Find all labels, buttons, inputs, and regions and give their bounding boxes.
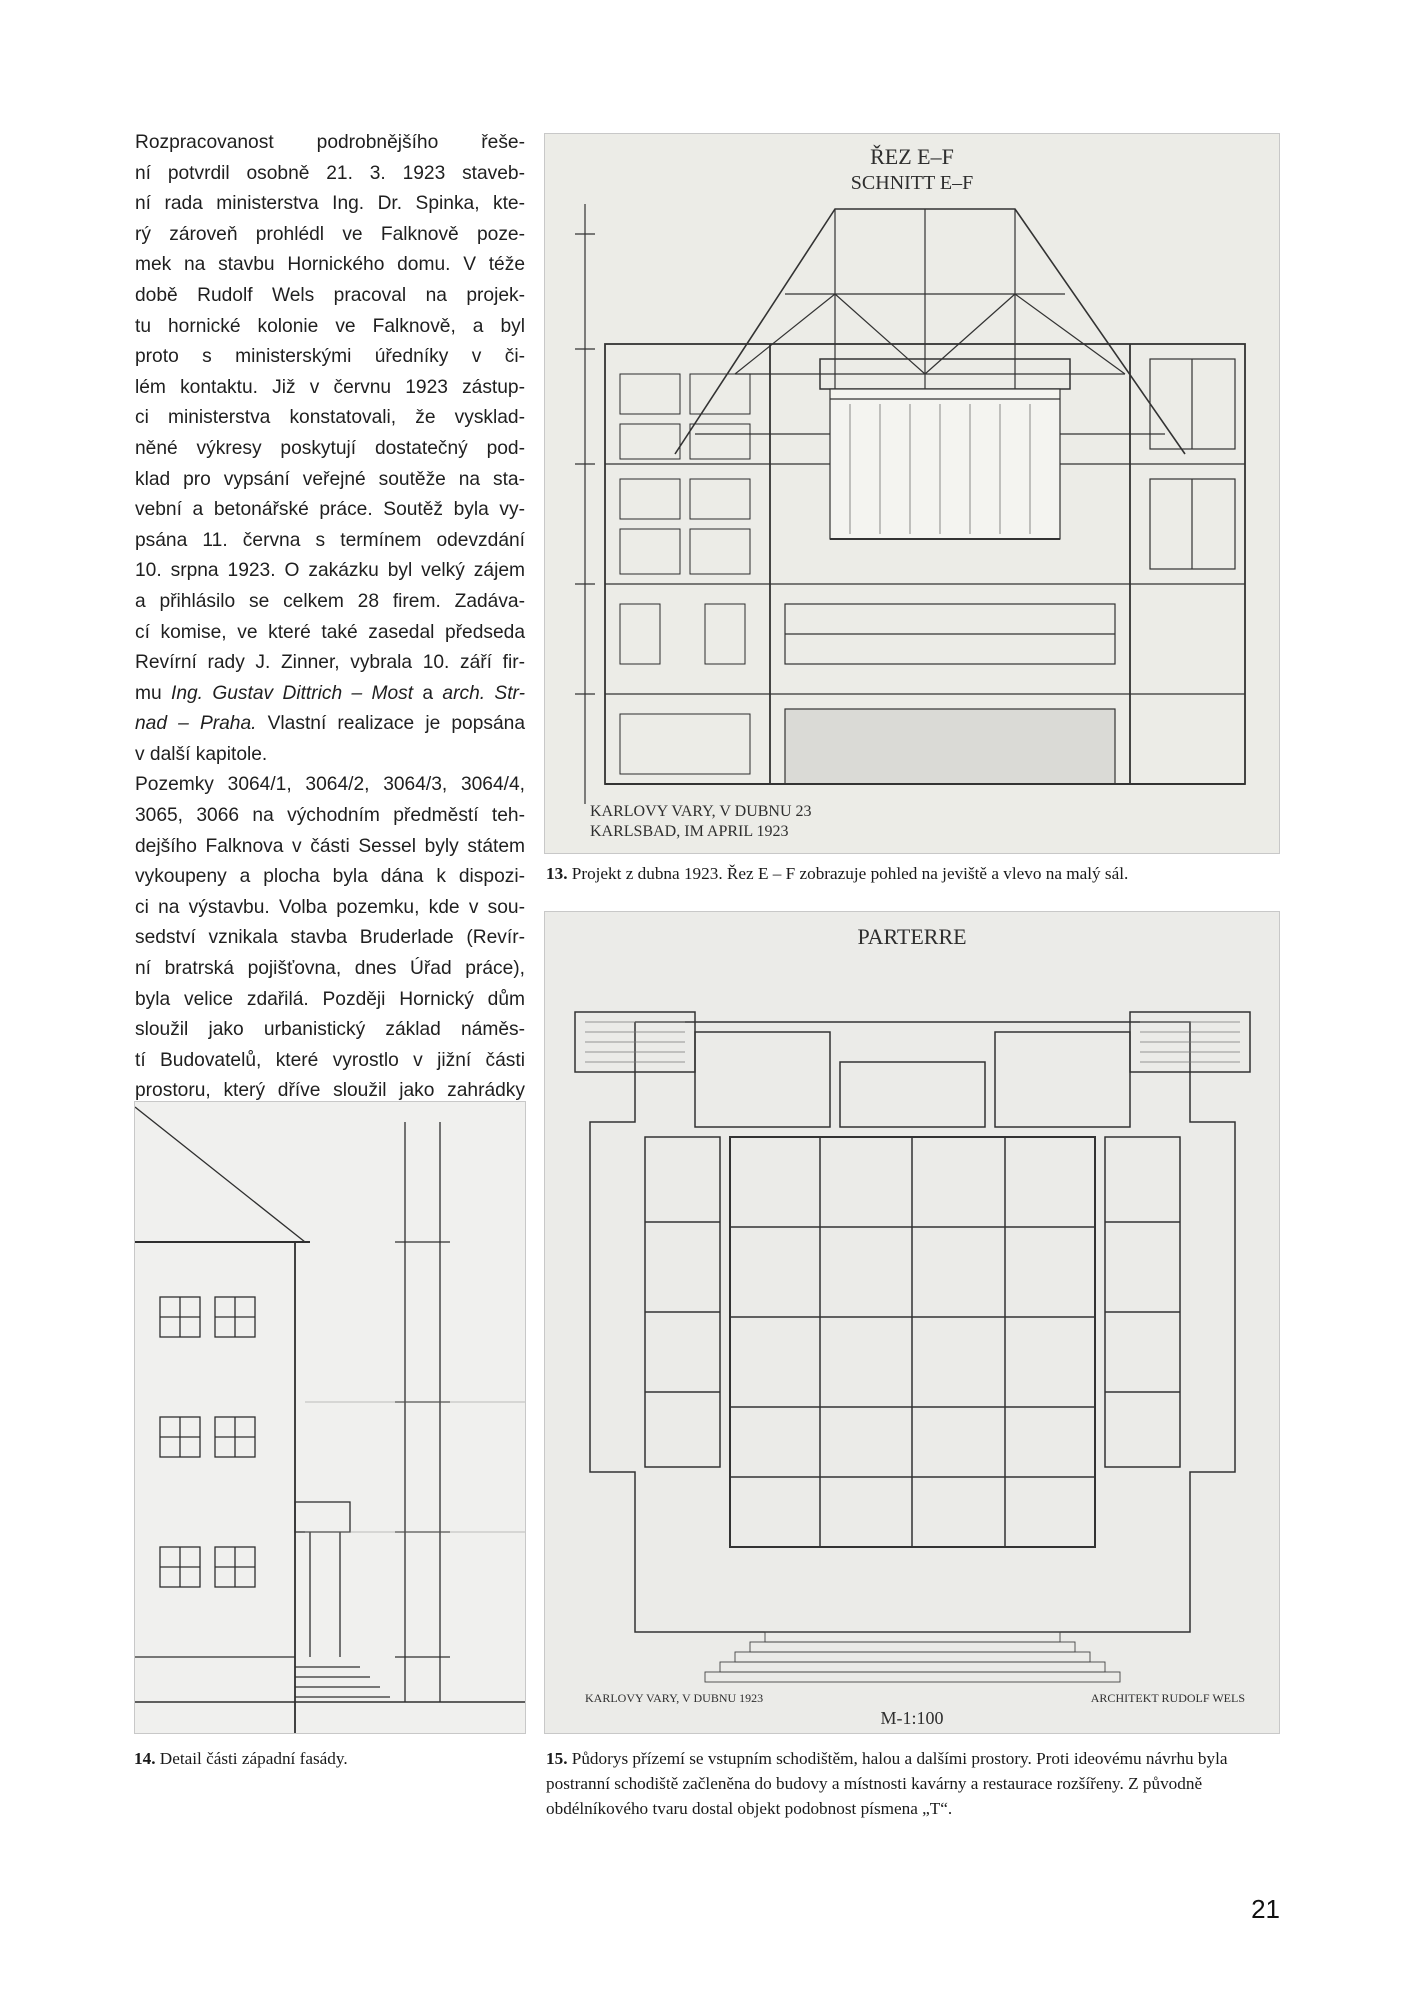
italic-company-name: Ing. Gustav Dittrich – Most — [171, 682, 414, 704]
text-line: něné výkresy poskytují dostatečný pod- — [135, 437, 525, 459]
italic-architect-name: nad – Praha. — [135, 713, 257, 735]
text-line: ci na výstavbu. Volba pozemku, kde v sou- — [135, 896, 525, 918]
text-line: ní bratrská pojišťovna, dnes Úřad práce), — [135, 958, 525, 980]
text-span: mu — [135, 682, 171, 704]
facade-drawing-svg — [135, 1102, 525, 1733]
drawing-subtitle: SCHNITT E–F — [850, 172, 974, 194]
text-line-mixed — [135, 679, 525, 710]
text-line: tí Budovatelů, které vyrostlo v jižní části — [135, 1049, 525, 1071]
plan-scale: M-1:100 — [880, 1708, 944, 1728]
figure-13-section-drawing — [544, 133, 1280, 854]
figure-13-caption — [546, 861, 1286, 886]
caption-text: Půdorys přízemí se vstupním schodištěm, halou a dalšími prostory. Proti ideovému návrhu byla postranní schodiště začleněna do budovy a místnosti kavárny a restaurace rozšířeny. Z původně obdélníkového tvaru dostal objekt podobnost písmena „T“. — [546, 1749, 1228, 1818]
text-line-mixed — [135, 709, 525, 740]
caption-text: Detail části západní fasády. — [155, 1749, 348, 1768]
text-span: Vlastní realizace je popsána — [256, 713, 525, 735]
text-line: prostoru, který dříve sloužil jako zahrádky — [135, 1080, 525, 1102]
section-drawing-svg — [545, 134, 1279, 853]
text-line: mek na stavbu Hornického domu. V téže — [135, 254, 525, 276]
text-line: proto s ministerskými úředníky v či- — [135, 346, 525, 368]
text-line: Revírní rady J. Zinner, vybrala 10. září fir- — [135, 652, 525, 674]
text-line: klad pro vypsání veřejné soutěže na sta- — [135, 468, 525, 490]
caption-number: 14. — [134, 1749, 156, 1768]
figure-14-facade-detail — [134, 1101, 526, 1734]
caption-number: 13. — [546, 864, 568, 883]
text-line: vební a betonářské práce. Soutěž byla vy- — [135, 499, 525, 521]
text-line: Pozemky 3064/1, 3064/2, 3064/3, 3064/4, — [135, 774, 525, 796]
text-line: ní potvrdil osobně 21. 3. 1923 staveb- — [135, 162, 525, 184]
text-line: cí komise, ve které také zasedal předseda — [135, 621, 525, 643]
caption-text: Projekt z dubna 1923. Řez E – F zobrazuje pohled na jeviště a vlevo na malý sál. — [567, 864, 1129, 883]
caption-number: 15. — [546, 1749, 568, 1768]
text-line: v další kapitole. — [135, 743, 268, 765]
text-line: ní rada ministerstva Ing. Dr. Spinka, kte- — [135, 193, 525, 215]
text-line: dejšího Falknova v části Sessel byly státem — [135, 835, 525, 857]
figure-14-caption — [134, 1746, 524, 1771]
floor-plan-svg — [545, 912, 1279, 1733]
text-line: ci ministerstva konstatovali, že vysklad- — [135, 407, 525, 429]
plan-stamp-left: KARLOVY VARY, V DUBNU 1923 — [585, 1691, 764, 1705]
text-line: a přihlásilo se celkem 28 firem. Zadáva- — [135, 590, 525, 612]
text-line: lém kontaktu. Již v červnu 1923 zástup- — [135, 376, 525, 398]
figure-15-caption — [546, 1746, 1266, 1821]
text-line: sloužil jako urbanistický základ náměs- — [135, 1019, 525, 1041]
text-line: 10. srpna 1923. O zakázku byl velký zájem — [135, 560, 525, 582]
italic-architect-name: arch. Str- — [442, 682, 525, 704]
plan-stamp-right: ARCHITEKT RUDOLF WELS — [1090, 1691, 1245, 1705]
text-line: rý zároveň prohlédl ve Falknově poze- — [135, 223, 525, 245]
text-line: Rozpracovanost podrobnějšího řeše- — [135, 132, 525, 153]
drawing-stamp-line2: KARLSBAD, IM APRIL 1923 — [590, 823, 789, 840]
figure-15-floor-plan — [544, 911, 1280, 1734]
drawing-stamp-line1: KARLOVY VARY, V DUBNU 23 — [590, 803, 812, 820]
text-line: psána 11. června s termínem odevzdání — [135, 529, 525, 551]
paragraph-1 — [135, 128, 525, 770]
text-line: 3065, 3066 na východním předměstí teh- — [135, 805, 525, 827]
text-line: době Rudolf Wels pracoval na projek- — [135, 284, 525, 306]
paragraph-2 — [135, 770, 525, 1137]
drawing-title: ŘEZ E–F — [870, 144, 954, 169]
page-number: 21 — [1251, 1894, 1280, 1924]
text-span: a — [413, 682, 443, 704]
text-line: sedství vznikala stavba Bruderlade (Revír- — [135, 927, 525, 949]
text-line: byla velice zdařilá. Později Hornický dům — [135, 988, 525, 1010]
text-line: tu hornické kolonie ve Falknově, a byl — [135, 315, 525, 337]
plan-title: PARTERRE — [857, 924, 967, 949]
body-text-column — [135, 128, 525, 1138]
text-line: vykoupeny a plocha byla dána k dispozi- — [135, 866, 525, 888]
